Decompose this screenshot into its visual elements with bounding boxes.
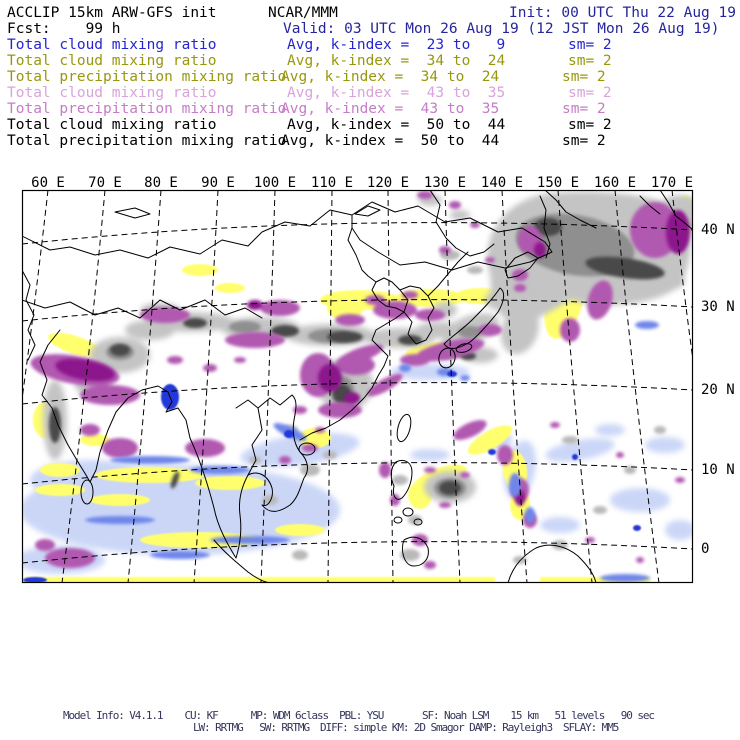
lon-label: 150 E	[536, 175, 580, 191]
legend-stat: Avg, k-index = 50 to 44	[287, 117, 506, 133]
legend-label: Total cloud mixing ratio	[7, 85, 217, 101]
legend-label: Total precipitation mixing ratio	[7, 133, 287, 149]
legend-stat: Avg, k-index = 43 to 35	[281, 101, 500, 117]
legend-sm: sm= 2	[562, 101, 606, 117]
legend-sm: sm= 2	[562, 133, 606, 149]
lon-label: 70 E	[88, 175, 122, 191]
lat-label: 0	[701, 541, 710, 557]
legend-stat: Avg, k-index = 34 to 24	[287, 53, 506, 69]
lon-label: 110 E	[310, 175, 354, 191]
lon-label: 130 E	[423, 175, 467, 191]
lat-label: 30 N	[701, 299, 735, 315]
lon-label: 60 E	[31, 175, 65, 191]
center-title: NCAR/MMM	[268, 5, 338, 21]
legend-sm: sm= 2	[568, 117, 612, 133]
model-title: ACCLIP 15km ARW-GFS init	[7, 5, 217, 21]
legend-sm: sm= 2	[562, 69, 606, 85]
legend-label: Total cloud mixing ratio	[7, 117, 217, 133]
legend-sm: sm= 2	[568, 37, 612, 53]
lon-label: 140 E	[480, 175, 524, 191]
valid-time: Valid: 03 UTC Mon 26 Aug 19 (12 JST Mon 26 Aug 19)	[283, 21, 720, 37]
lon-label: 90 E	[201, 175, 235, 191]
lat-label: 10 N	[701, 462, 735, 478]
lon-label: 120 E	[366, 175, 410, 191]
legend-label: Total precipitation mixing ratio	[7, 101, 287, 117]
lon-label: 170 E	[650, 175, 694, 191]
forecast-hour: Fcst: 99 h	[7, 21, 121, 37]
lon-label: 160 E	[593, 175, 637, 191]
model-info-line1: Model Info: V4.1.1 CU: KF MP: WDM 6class PBL: YSU SF: Noah LSM 15 km 51 levels 90 sec	[63, 709, 654, 722]
legend-stat: Avg, k-index = 34 to 24	[281, 69, 500, 85]
legend-label: Total cloud mixing ratio	[7, 53, 217, 69]
init-time: Init: 00 UTC Thu 22 Aug 19	[509, 5, 736, 21]
legend-label: Total cloud mixing ratio	[7, 37, 217, 53]
legend-stat: Avg, k-index = 50 to 44	[281, 133, 500, 149]
model-info-line2: LW: RRTMG SW: RRTMG DIFF: simple KM: 2D Smagor DAMP: Rayleigh3 SFLAY: MM5	[193, 721, 619, 734]
lon-label: 80 E	[144, 175, 178, 191]
legend-stat: Avg, k-index = 43 to 35	[287, 85, 506, 101]
lat-label: 40 N	[701, 222, 735, 238]
legend-label: Total precipitation mixing ratio	[7, 69, 287, 85]
legend-sm: sm= 2	[568, 53, 612, 69]
legend-stat: Avg, k-index = 23 to 9	[287, 37, 506, 53]
lon-label: 100 E	[253, 175, 297, 191]
lat-label: 20 N	[701, 382, 735, 398]
legend-sm: sm= 2	[568, 85, 612, 101]
